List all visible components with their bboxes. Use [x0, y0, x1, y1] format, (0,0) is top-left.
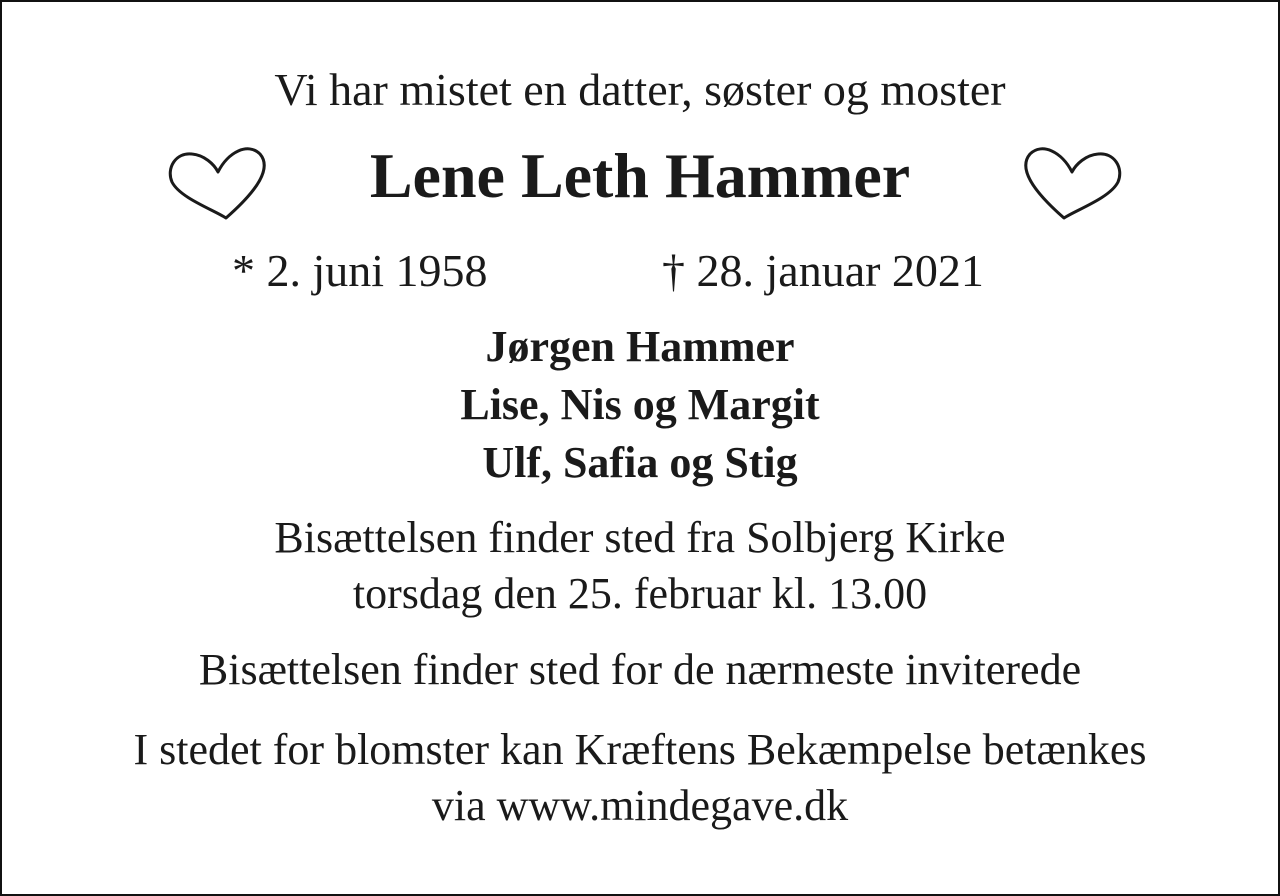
family-line: Lise, Nis og Margit	[460, 380, 820, 429]
funeral-location: Bisættelsen finder sted fra Solbjerg Kirke	[274, 513, 1006, 562]
memorial-donation-url: via www.mindegave.dk	[431, 781, 849, 830]
family-line: Jørgen Hammer	[485, 322, 795, 371]
intro-text: Vi har mistet en datter, søster og moster	[274, 64, 1006, 115]
deceased-name: Lene Leth Hammer	[369, 140, 911, 211]
death-date: † 28. januar 2021	[662, 245, 984, 296]
memorial-donation-text: I stedet for blomster kan Kræftens Bekæmpelse betænkes	[133, 725, 1147, 774]
funeral-time: torsdag den 25. februar kl. 13.00	[352, 569, 928, 618]
family-line: Ulf, Safia og Stig	[482, 438, 798, 487]
heart-icon	[1020, 142, 1124, 224]
funeral-invite-note: Bisættelsen finder sted for de nærmeste inviterede	[198, 645, 1082, 694]
birth-date: * 2. juni 1958	[232, 245, 488, 296]
